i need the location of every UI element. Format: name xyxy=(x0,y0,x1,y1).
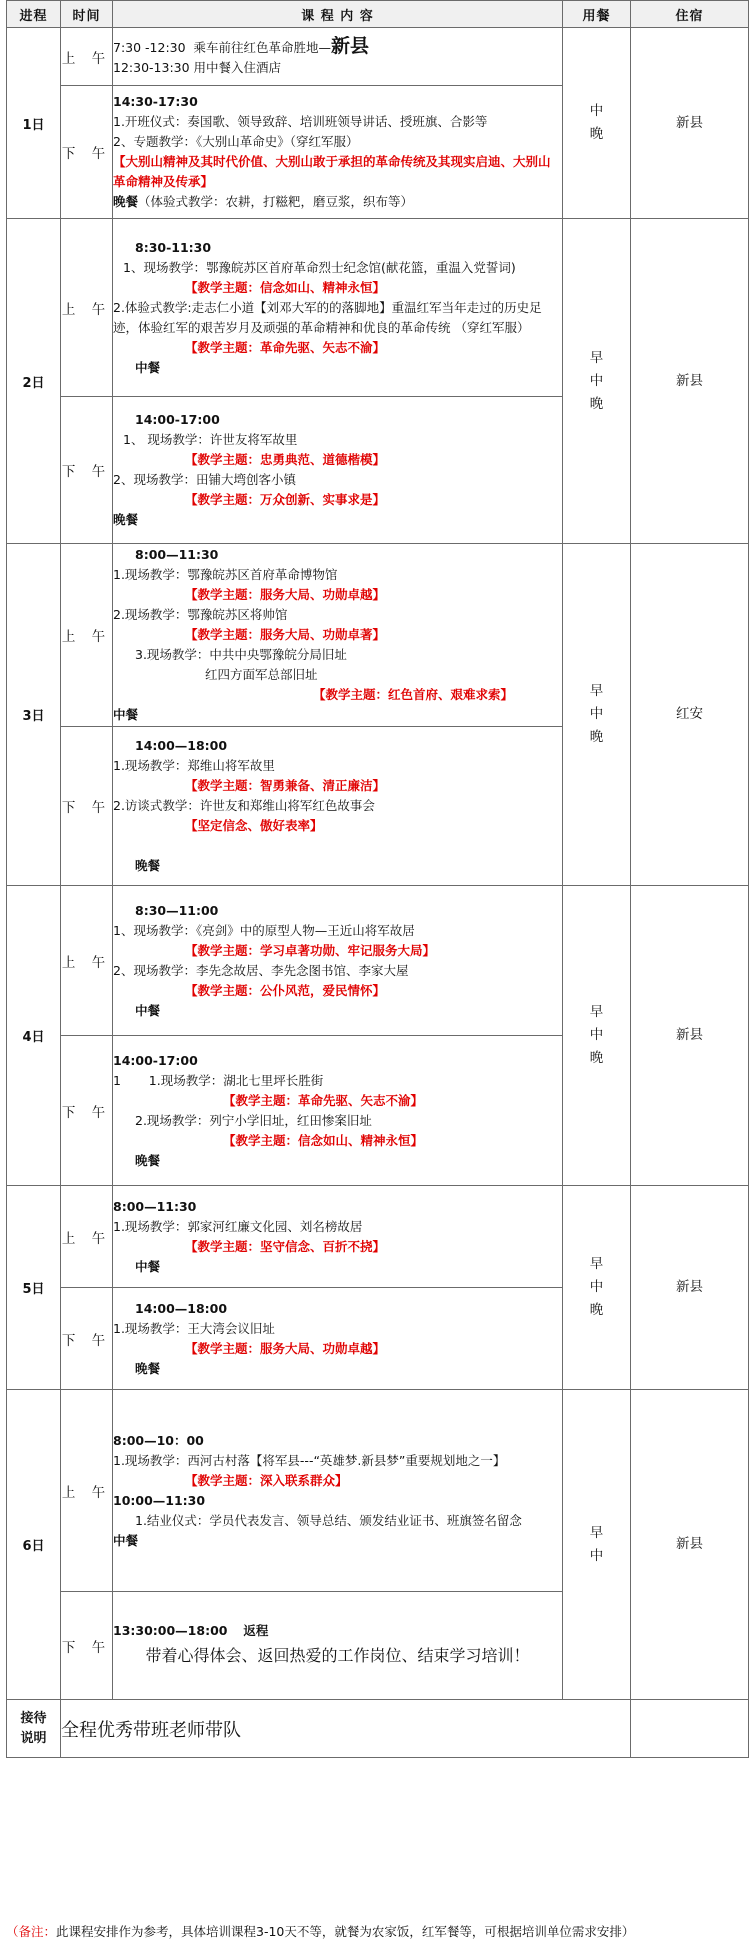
reception-text: 全程优秀带班老师带队 xyxy=(61,1700,631,1758)
day-label: 4日 xyxy=(7,886,61,1186)
day5-am-content xyxy=(113,1186,563,1288)
meal-cell xyxy=(563,219,631,544)
header-content: 课 程 内 容 xyxy=(113,1,563,28)
header-row xyxy=(7,1,749,28)
day1-am-row xyxy=(7,28,749,86)
theme-text: 【教学主题：坚守信念、百折不挠】 xyxy=(185,1238,386,1254)
half-label: 下 午 xyxy=(61,727,113,886)
schedule-table xyxy=(6,0,749,1758)
stay-text: 红安 xyxy=(676,706,703,722)
time-text: 14:00—18:00 xyxy=(135,738,228,753)
meal-marker: 中餐 xyxy=(135,1258,161,1274)
meal-marker: 晚餐 xyxy=(135,1152,161,1168)
activity-text: 2.访谈式教学：许世友和郑维山将军红色故事会 xyxy=(113,798,375,813)
theme-text: 【教学主题：服务大局、功勋卓越】 xyxy=(185,1340,386,1356)
activity-text: 1.现场教学：郭家河红廉文化园、刘名榜故居 xyxy=(113,1218,363,1234)
return-text: 返程 xyxy=(243,1622,269,1638)
footnote xyxy=(6,1922,748,1940)
time-text: 8:30—11:00 xyxy=(135,902,219,918)
day1-pm-content xyxy=(113,86,563,219)
activity-text: 1 1.现场教学：湖北七里坪长胜街 xyxy=(113,1072,324,1088)
meal-marker: 中餐 xyxy=(135,359,161,375)
meal-text: 早 中 晚 xyxy=(589,1256,604,1318)
day-label: 2日 xyxy=(7,219,61,544)
time-text: 8:00—10：00 xyxy=(113,1432,204,1448)
day3-pm-content xyxy=(113,727,563,886)
half-label: 下 午 xyxy=(61,397,113,544)
day5-am-row xyxy=(7,1186,749,1288)
half-label: 下 午 xyxy=(61,1592,113,1700)
time-text: 8:30-11:30 xyxy=(135,239,212,255)
half-label: 上 午 xyxy=(61,544,113,727)
meal-cell xyxy=(563,1186,631,1390)
stay-text: 新县 xyxy=(676,1027,703,1043)
activity-text: 2、现场教学：田铺大塆创客小镇 xyxy=(113,472,296,487)
half-label: 下 午 xyxy=(61,1036,113,1186)
meal-marker: 中餐 xyxy=(113,1532,139,1548)
stay-text: 新县 xyxy=(676,372,703,389)
theme-text: 【教学主题：信念如山、精神永恒】 xyxy=(185,279,386,295)
time-text: 13:30:00—18:00 xyxy=(113,1622,228,1638)
day-label: 1日 xyxy=(7,28,61,219)
theme-text: 【教学主题：红色首府、艰难求索】 xyxy=(313,687,514,702)
time-text: 8:00—11:30 xyxy=(135,547,219,562)
activity-text: 红四方面军总部旧址 xyxy=(205,667,318,682)
theme-text: 【教学主题：信念如山、精神永恒】 xyxy=(223,1132,424,1148)
theme-text: 【教学主题：服务大局、功勋卓越】 xyxy=(185,587,386,602)
half-label: 上 午 xyxy=(61,28,113,86)
header-stay: 住宿 xyxy=(631,1,749,28)
day-label: 5日 xyxy=(7,1186,61,1390)
meal-text: 早 中 xyxy=(589,1524,604,1564)
meal-marker: 晚餐 xyxy=(113,194,139,209)
day3-am-content xyxy=(113,544,563,727)
half-label: 下 午 xyxy=(61,86,113,219)
meal-text: 早 中 晚 xyxy=(589,683,604,745)
theme-text: 【教学主题：革命先驱、矢志不渝】 xyxy=(223,1092,424,1108)
activity-text: （体验式教学：农耕，打糍粑，磨豆浆，织布等） xyxy=(138,194,414,209)
reception-row xyxy=(7,1700,749,1758)
activity-text: 乘车前往红色革命胜地— xyxy=(193,39,332,55)
reception-label xyxy=(7,1700,61,1758)
activity-text: 1、现场教学：鄂豫皖苏区首府革命烈士纪念馆(献花篮，重温入党誓词) xyxy=(123,259,516,275)
stay-cell xyxy=(631,1390,749,1700)
meal-cell xyxy=(563,544,631,886)
activity-text: 12:30-13:30 用中餐入住酒店 xyxy=(113,59,282,75)
half-label: 上 午 xyxy=(61,1390,113,1592)
day3-am-row xyxy=(7,544,749,727)
theme-text: 【教学主题：学习卓著功勋、牢记服务大局】 xyxy=(185,942,436,958)
half-label: 上 午 xyxy=(61,219,113,397)
time-text: 7:30 -12:30 xyxy=(113,39,186,55)
meal-marker: 晚餐 xyxy=(135,858,161,873)
stay-cell xyxy=(631,28,749,219)
footnote-prefix: （备注： xyxy=(6,1924,57,1939)
meal-marker: 中餐 xyxy=(113,707,139,722)
theme-text: 【教学主题：深入联系群众】 xyxy=(185,1472,348,1488)
stay-text: 新县 xyxy=(676,1536,703,1552)
activity-text: 3.现场教学：中共中央鄂豫皖分局旧址 xyxy=(135,647,347,662)
day4-pm-content xyxy=(113,1036,563,1186)
activity-text: 1.现场教学：王大湾会议旧址 xyxy=(113,1320,275,1336)
day6-am-content xyxy=(113,1390,563,1592)
time-text: 14:30-17:30 xyxy=(113,94,198,109)
activity-text: 1、 现场教学：许世友将军故里 xyxy=(123,432,298,447)
time-text: 10:00—11:30 xyxy=(113,1492,206,1508)
time-text: 14:00-17:00 xyxy=(113,1052,198,1068)
time-text: 14:00-17:00 xyxy=(135,412,220,427)
stay-cell xyxy=(631,219,749,544)
activity-text: 1.现场教学：鄂豫皖苏区首府革命博物馆 xyxy=(113,567,338,582)
closing-slogan: 带着心得体会、返回热爱的工作岗位、结束学习培训！ xyxy=(145,1645,530,1665)
activity-text: 2、现场教学：李先念故居、李先念图书馆、李家大屋 xyxy=(113,962,409,978)
theme-text: 【大别山精神及其时代价值、大别山敢于承担的革命传统及其现实启迪、大别山革命精神及传承】 xyxy=(113,154,551,189)
header-meal: 用餐 xyxy=(563,1,631,28)
schedule-sheet xyxy=(6,0,748,1758)
day5-pm-content xyxy=(113,1288,563,1390)
meal-cell xyxy=(563,28,631,219)
half-label: 上 午 xyxy=(61,1186,113,1288)
theme-text: 【教学主题：智勇兼备、清正廉洁】 xyxy=(185,778,386,793)
stay-cell xyxy=(631,544,749,886)
day-label: 6日 xyxy=(7,1390,61,1700)
header-time: 时间 xyxy=(61,1,113,28)
day2-am-content xyxy=(113,219,563,397)
activity-text: 2.现场教学：列宁小学旧址，红田惨案旧址 xyxy=(135,1112,372,1128)
day-label: 3日 xyxy=(7,544,61,886)
half-label: 上 午 xyxy=(61,886,113,1036)
day6-pm-content xyxy=(113,1592,563,1700)
activity-text: 1、现场教学：《亮剑》中的原型人物—王近山将军故居 xyxy=(113,922,415,938)
day6-am-row xyxy=(7,1390,749,1592)
activity-text: 1.结业仪式：学员代表发言、领导总结、颁发结业证书、班旗签名留念 xyxy=(135,1512,522,1528)
footnote-text: 此课程安排作为参考，具体培训课程3-10天不等，就餐为农家饭，红军餐等，可根据培训单位需求安排） xyxy=(56,1924,635,1939)
activity-text: 2.现场教学：鄂豫皖苏区将帅馆 xyxy=(113,607,288,622)
day4-am-row xyxy=(7,886,749,1036)
activity-text: 2.体验式教学:走志仁小道【刘邓大军的的落脚地】重温红军当年走过的历史足迹，体验红军的艰苦岁月及顽强的革命精神和优良的革命传统 （穿红军服） xyxy=(113,299,542,335)
theme-text: 【坚定信念、傲好表率】 xyxy=(185,818,323,833)
stay-cell xyxy=(631,886,749,1186)
activity-text: 1.现场教学：西河古村落【将军县---“英雄梦.新县梦”重要规划地之一】 xyxy=(113,1452,506,1468)
meal-text: 早 中 晚 xyxy=(589,349,604,412)
meal-cell xyxy=(563,1390,631,1700)
theme-text: 【教学主题：服务大局、功勋卓著】 xyxy=(185,627,386,642)
day2-pm-content xyxy=(113,397,563,544)
meal-marker: 晚餐 xyxy=(135,1360,161,1376)
theme-text: 【教学主题：公仆风范，爱民情怀】 xyxy=(185,982,386,998)
stay-cell xyxy=(631,1186,749,1390)
activity-text: 2、专题教学：《大别山革命史》（穿红军服） xyxy=(113,134,359,149)
header-progress: 进程 xyxy=(7,1,61,28)
meal-marker: 中餐 xyxy=(135,1002,161,1018)
time-text: 14:00—18:00 xyxy=(135,1300,228,1316)
half-label: 下 午 xyxy=(61,1288,113,1390)
activity-text: 1.现场教学：郑维山将军故里 xyxy=(113,758,275,773)
day4-am-content xyxy=(113,886,563,1036)
reception-label-2: 说明 xyxy=(20,1730,47,1746)
stay-text: 新县 xyxy=(676,1279,703,1295)
destination-text: 新县 xyxy=(331,35,370,57)
theme-text: 【教学主题：忠勇典范、道德楷模】 xyxy=(185,452,386,467)
reception-empty-cell xyxy=(631,1700,749,1758)
theme-text: 【教学主题：万众创新、实事求是】 xyxy=(185,492,386,507)
day1-am-content xyxy=(113,28,563,86)
meal-text: 早 中 晚 xyxy=(589,1004,604,1066)
meal-cell xyxy=(563,886,631,1186)
stay-text: 新县 xyxy=(676,114,703,131)
theme-text: 【教学主题：革命先驱、矢志不渝】 xyxy=(185,339,386,355)
activity-text: 1.开班仪式：奏国歌、领导致辞、培训班领导讲话、授班旗、合影等 xyxy=(113,114,488,129)
day2-am-row xyxy=(7,219,749,397)
reception-label-1: 接待 xyxy=(20,1710,47,1726)
time-text: 8:00—11:30 xyxy=(113,1198,197,1214)
meal-text: 中 晚 xyxy=(589,103,604,142)
meal-marker: 晚餐 xyxy=(113,512,139,527)
